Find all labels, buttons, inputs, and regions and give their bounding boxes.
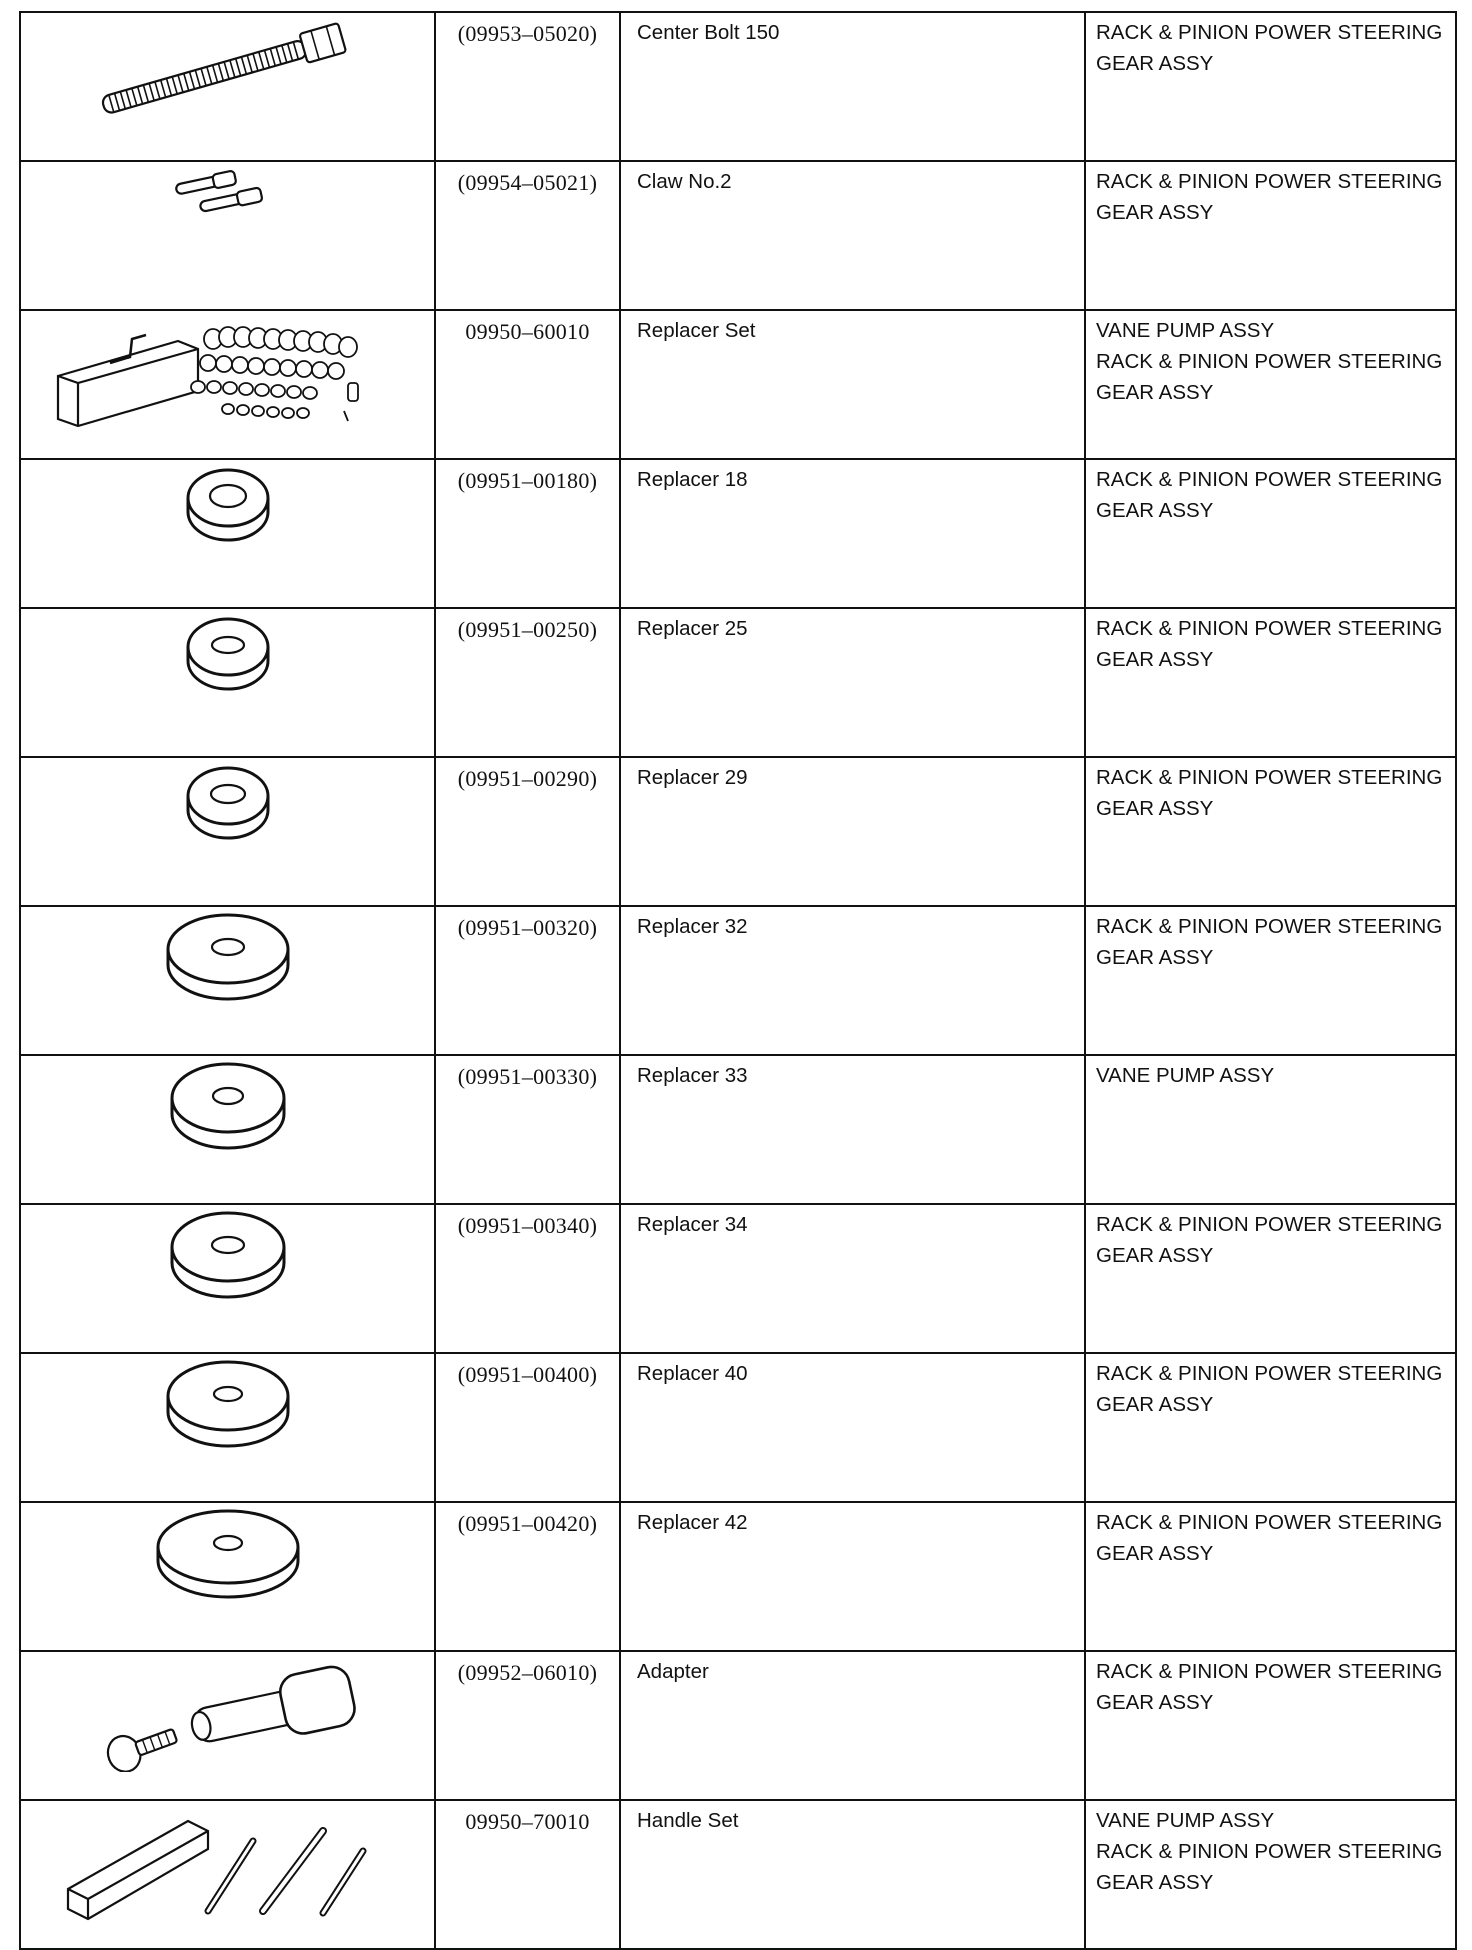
tool-illustration — [20, 310, 435, 459]
table-row — [20, 161, 1456, 310]
part-number: 09950–60010 — [435, 310, 620, 459]
tool-name: Claw No.2 — [620, 161, 1085, 310]
tool-illustration — [20, 161, 435, 310]
part-number: (09951–00400) — [435, 1353, 620, 1502]
replacer-set-case-icon — [48, 311, 408, 431]
tool-name: Replacer 33 — [620, 1055, 1085, 1204]
tool-name: Handle Set — [620, 1800, 1085, 1949]
replacer-ring-icon — [178, 758, 278, 848]
replacer-ring-icon — [158, 1056, 298, 1156]
application: RACK & PINION POWER STEERING GEAR ASSY — [1085, 1204, 1456, 1353]
tool-name: Replacer 34 — [620, 1204, 1085, 1353]
table-row — [20, 1502, 1456, 1651]
part-number: (09951–00180) — [435, 459, 620, 608]
tool-name: Replacer Set — [620, 310, 1085, 459]
application: RACK & PINION POWER STEERING GEAR ASSY — [1085, 161, 1456, 310]
tool-name: Replacer 32 — [620, 906, 1085, 1055]
application: RACK & PINION POWER STEERING GEAR ASSY — [1085, 757, 1456, 906]
part-number: (09951–00330) — [435, 1055, 620, 1204]
part-number: (09951–00420) — [435, 1502, 620, 1651]
replacer-ring-icon — [178, 460, 278, 550]
table-row — [20, 1651, 1456, 1800]
tool-illustration — [20, 12, 435, 161]
table-row — [20, 12, 1456, 161]
tool-illustration — [20, 1800, 435, 1949]
table-row — [20, 608, 1456, 757]
application: RACK & PINION POWER STEERING GEAR ASSY — [1085, 12, 1456, 161]
replacer-ring-icon — [178, 609, 278, 699]
table-row — [20, 757, 1456, 906]
table-row — [20, 310, 1456, 459]
tool-illustration — [20, 1353, 435, 1502]
tool-illustration — [20, 608, 435, 757]
table-row — [20, 906, 1456, 1055]
tool-illustration — [20, 757, 435, 906]
tool-name: Replacer 29 — [620, 757, 1085, 906]
table-row — [20, 459, 1456, 608]
table-row — [20, 1055, 1456, 1204]
replacer-ring-icon — [158, 1354, 298, 1454]
tool-illustration — [20, 459, 435, 608]
tool-name: Replacer 25 — [620, 608, 1085, 757]
part-number: 09950–70010 — [435, 1800, 620, 1949]
tool-illustration — [20, 1204, 435, 1353]
handle-set-icon — [58, 1801, 398, 1931]
part-number: (09954–05021) — [435, 161, 620, 310]
part-number: (09951–00290) — [435, 757, 620, 906]
application: VANE PUMP ASSY RACK & PINION POWER STEERING GEAR ASSY — [1085, 310, 1456, 459]
application: RACK & PINION POWER STEERING GEAR ASSY — [1085, 459, 1456, 608]
application: RACK & PINION POWER STEERING GEAR ASSY — [1085, 1651, 1456, 1800]
application: VANE PUMP ASSY — [1085, 1055, 1456, 1204]
part-number: (09951–00340) — [435, 1204, 620, 1353]
tool-illustration — [20, 1502, 435, 1651]
claw-pins-icon — [168, 162, 288, 222]
tool-illustration — [20, 1055, 435, 1204]
tool-illustration — [20, 906, 435, 1055]
part-number: (09953–05020) — [435, 12, 620, 161]
adapter-icon — [83, 1652, 373, 1772]
special-service-tools-table — [19, 11, 1457, 1950]
replacer-ring-icon — [148, 1503, 308, 1603]
tool-name: Center Bolt 150 — [620, 12, 1085, 161]
application: RACK & PINION POWER STEERING GEAR ASSY — [1085, 608, 1456, 757]
replacer-ring-icon — [158, 907, 298, 1007]
application: RACK & PINION POWER STEERING GEAR ASSY — [1085, 906, 1456, 1055]
table-row — [20, 1800, 1456, 1949]
application: RACK & PINION POWER STEERING GEAR ASSY — [1085, 1502, 1456, 1651]
part-number: (09952–06010) — [435, 1651, 620, 1800]
replacer-ring-icon — [158, 1205, 298, 1305]
tool-name: Adapter — [620, 1651, 1085, 1800]
tool-name: Replacer 18 — [620, 459, 1085, 608]
center-bolt-icon — [78, 13, 378, 123]
table-row — [20, 1353, 1456, 1502]
application: RACK & PINION POWER STEERING GEAR ASSY — [1085, 1353, 1456, 1502]
part-number: (09951–00320) — [435, 906, 620, 1055]
tool-name: Replacer 42 — [620, 1502, 1085, 1651]
application: VANE PUMP ASSY RACK & PINION POWER STEERING GEAR ASSY — [1085, 1800, 1456, 1949]
tool-name: Replacer 40 — [620, 1353, 1085, 1502]
tool-illustration — [20, 1651, 435, 1800]
part-number: (09951–00250) — [435, 608, 620, 757]
table-row — [20, 1204, 1456, 1353]
